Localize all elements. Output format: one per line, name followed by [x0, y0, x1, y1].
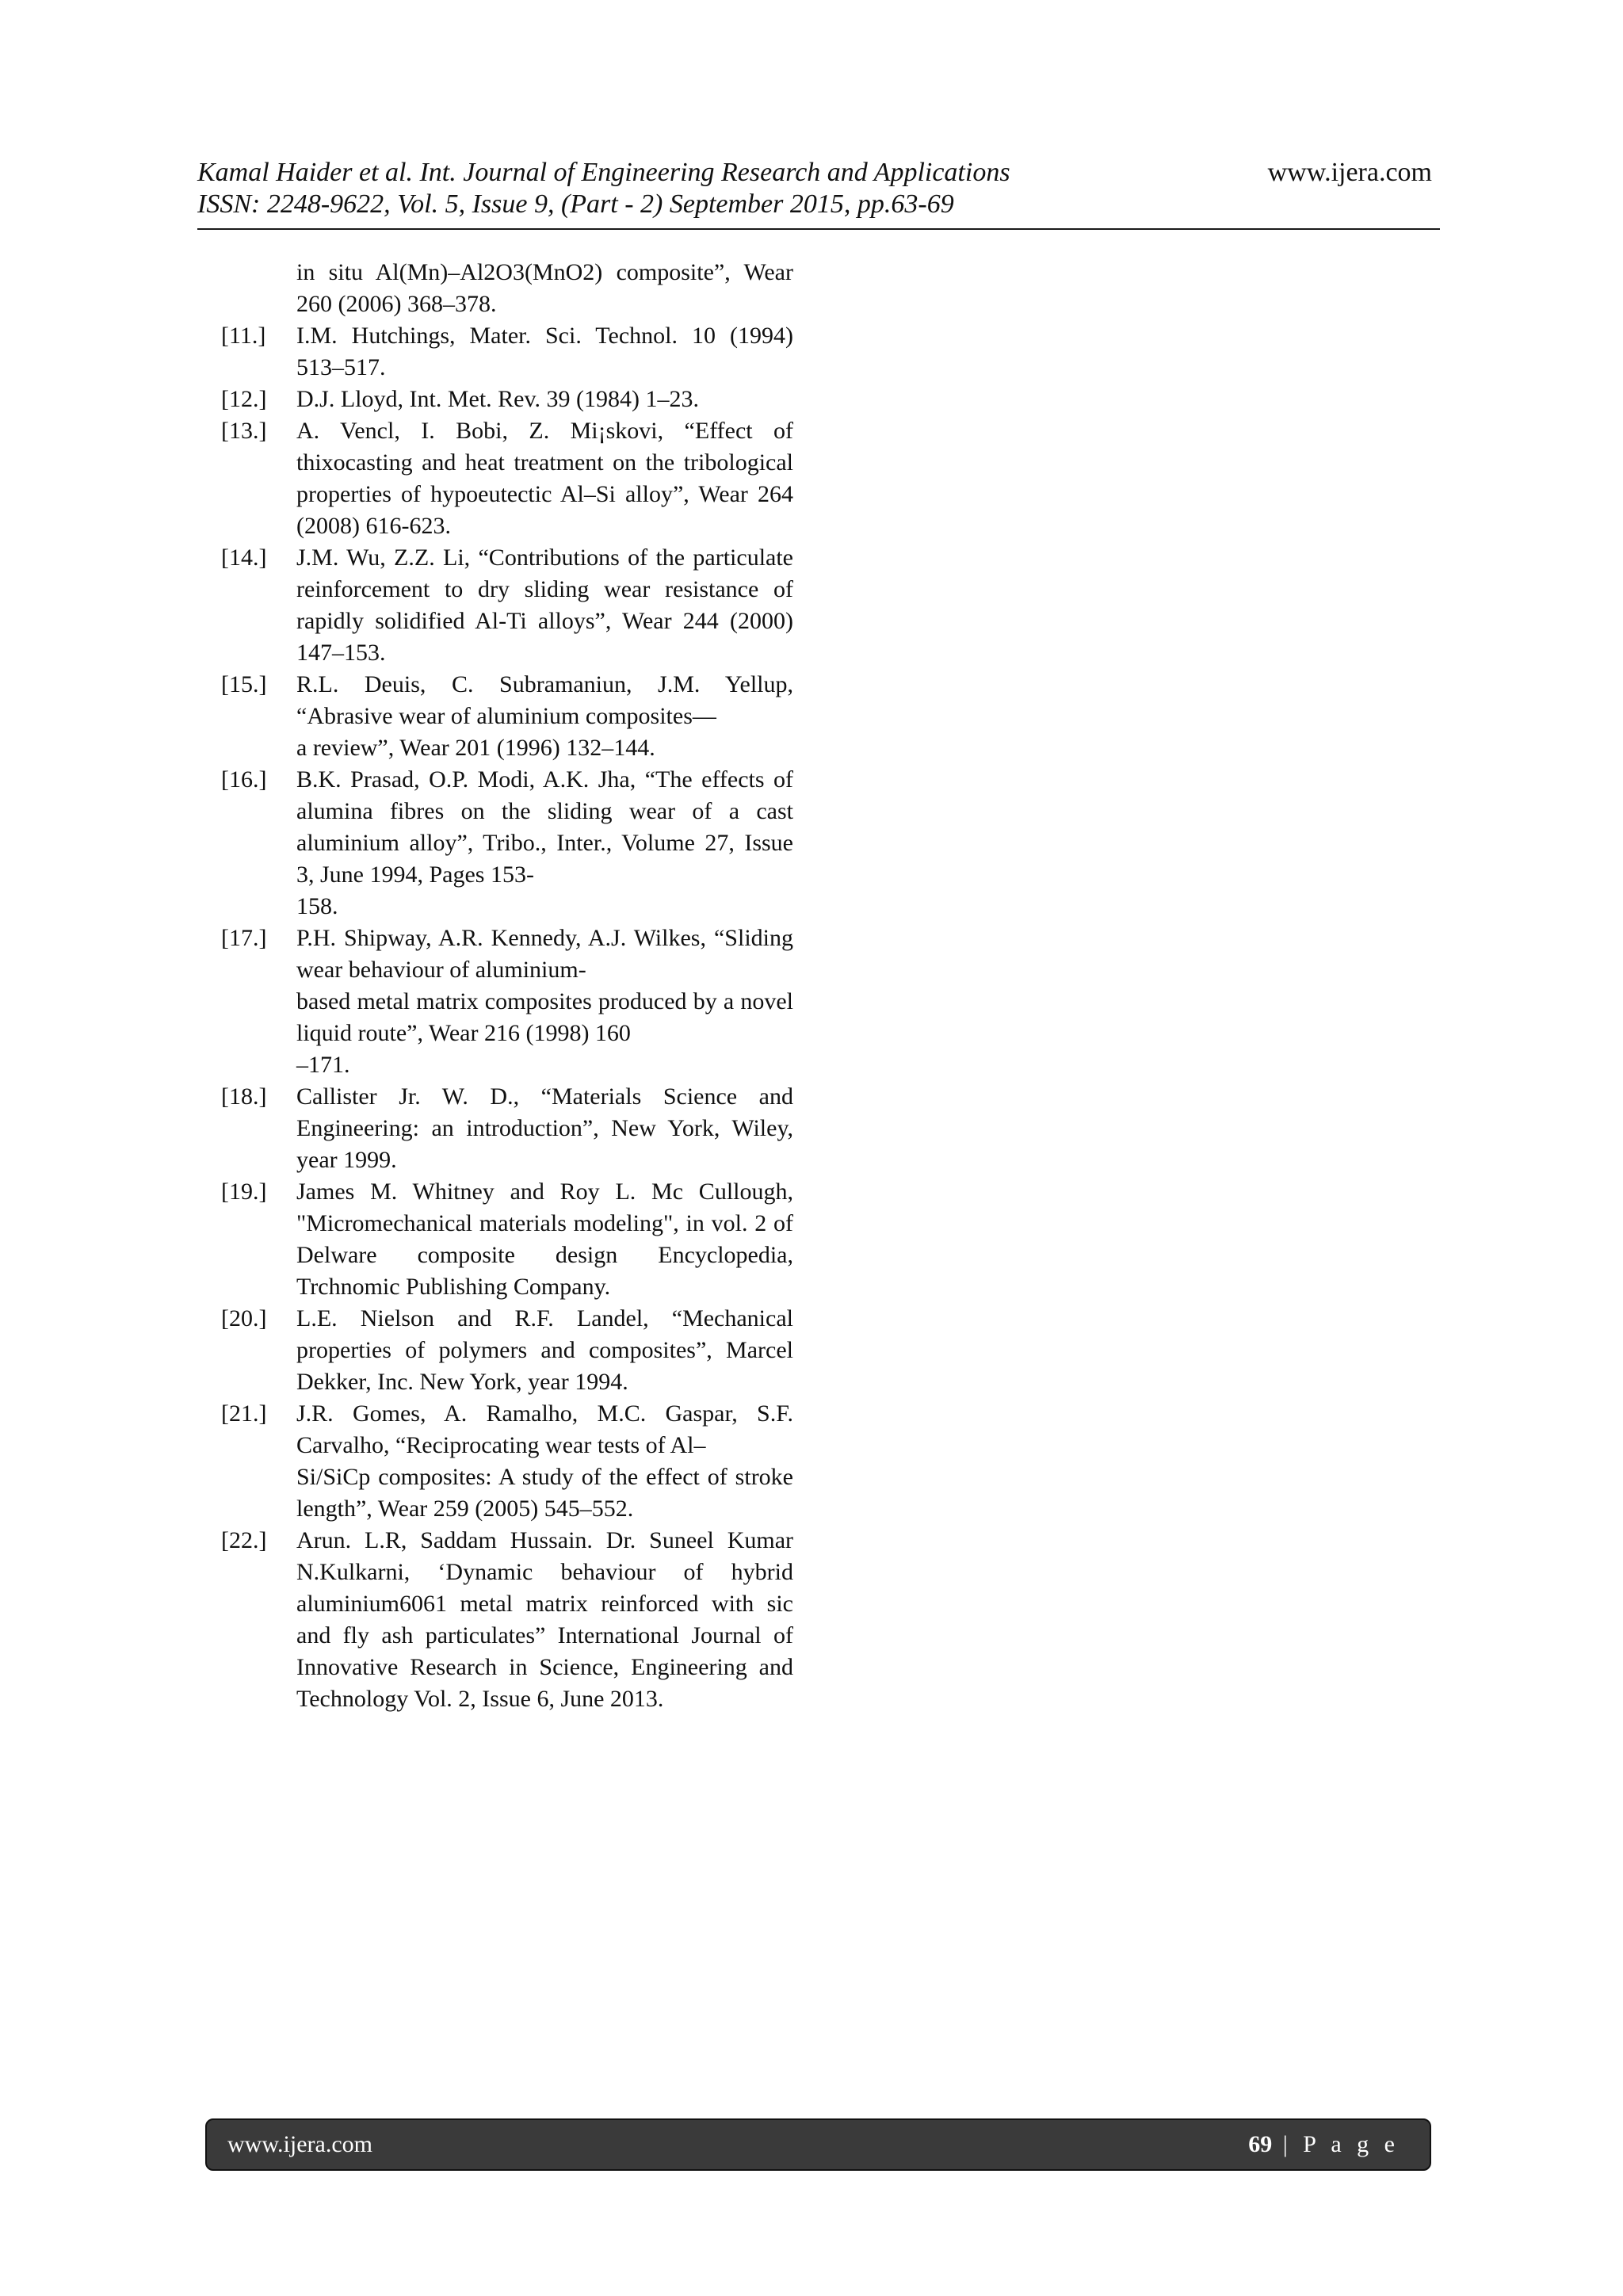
reference-text: I.M. Hutchings, Mater. Sci. Technol. 10 (1994) 513–517.	[296, 323, 793, 380]
reference-text: D.J. Lloyd, Int. Met. Rev. 39 (1984) 1–23.	[296, 386, 700, 412]
running-header	[197, 152, 1440, 230]
reference-number: [15.]	[221, 671, 267, 697]
reference-number: [18.]	[221, 1083, 267, 1110]
reference-text: J.M. Wu, Z.Z. Li, “Contributions of the particulate reinforcement to dry sliding wear resistance of rapidly solidified Al-Ti alloys”, Wear 244 (2000) 147–153.	[296, 544, 793, 666]
reference-number: [14.]	[221, 544, 267, 571]
header-website-link[interactable]: www.ijera.com	[1267, 158, 1432, 187]
reference-list	[221, 257, 793, 1715]
footer-website-link[interactable]: www.ijera.com	[227, 2131, 372, 2157]
reference-item	[221, 384, 793, 415]
reference-text: Callister Jr. W. D., “Materials Science and Engineering: an introduction”, New York, Wiley, year 1999.	[296, 1083, 793, 1173]
reference-text: Arun. L.R, Saddam Hussain. Dr. Suneel Kumar N.Kulkarni, ‘Dynamic behaviour of hybrid aluminium6061 metal matrix reinforced with sic and fly ash particulates” International Journal of Innovative Research in Science, Engineering and Technology Vol. 2, Issue 6, June 2013.	[296, 1527, 793, 1712]
reference-number: [13.]	[221, 418, 267, 444]
reference-item	[221, 923, 793, 1081]
reference-text: in situ Al(Mn)–Al2O3(MnO2) composite”, Wear 260 (2006) 368–378.	[296, 259, 793, 317]
reference-text: J.R. Gomes, A. Ramalho, M.C. Gaspar, S.F. Carvalho, “Reciprocating wear tests of Al– Si/SiCp composites: A study of the effect of stroke length”, Wear 259 (2005) 545–552.	[296, 1400, 793, 1522]
reference-item	[221, 1525, 793, 1715]
reference-number: [12.]	[221, 386, 267, 412]
reference-item	[221, 415, 793, 542]
reference-item	[221, 320, 793, 384]
issn-line: ISSN: 2248-9622, Vol. 5, Issue 9, (Part - 2) September 2015, pp.63-69	[197, 189, 954, 219]
page-footer	[205, 2118, 1431, 2171]
reference-text: A. Vencl, I. Bobi, Z. Mi¡skovi, “Effect of thixocasting and heat treatment on the tribological properties of hypoeutectic Al–Si alloy”, Wear 264 (2008) 616-623.	[296, 418, 793, 539]
journal-title-line: Kamal Haider et al. Int. Journal of Engineering Research and Applications	[197, 158, 1010, 187]
page-indicator	[1248, 2120, 1400, 2169]
reference-item	[221, 764, 793, 923]
reference-text: R.L. Deuis, C. Subramaniun, J.M. Yellup, “Abrasive wear of aluminium composites— a review”, Wear 201 (1996) 132–144.	[296, 671, 793, 761]
reference-number: [21.]	[221, 1400, 267, 1427]
reference-item	[221, 542, 793, 669]
page-label: | P a g e	[1272, 2131, 1400, 2157]
page-number: 69	[1248, 2131, 1273, 2157]
reference-number: [19.]	[221, 1179, 267, 1205]
reference-number: [11.]	[221, 323, 266, 349]
reference-item	[221, 669, 793, 764]
reference-text: L.E. Nielson and R.F. Landel, “Mechanical properties of polymers and composites”, Marcel Dekker, Inc. New York, year 1994.	[296, 1305, 793, 1395]
reference-item	[221, 1176, 793, 1303]
reference-text: P.H. Shipway, A.R. Kennedy, A.J. Wilkes, “Sliding wear behaviour of aluminium- based metal matrix composites produced by a novel liquid route”, Wear 216 (1998) 160 –171.	[296, 925, 793, 1078]
reference-number: [16.]	[221, 766, 267, 793]
reference-number: [17.]	[221, 925, 267, 951]
reference-item	[221, 1081, 793, 1176]
reference-text: James M. Whitney and Roy L. Mc Cullough, "Micromechanical materials modeling", in vol. 2 of Delware composite design Encyclopedia, Trchnomic Publishing Company.	[296, 1179, 793, 1300]
reference-item	[221, 1398, 793, 1525]
reference-number: [20.]	[221, 1305, 267, 1331]
reference-item	[221, 257, 793, 320]
reference-item	[221, 1303, 793, 1398]
reference-text: B.K. Prasad, O.P. Modi, A.K. Jha, “The effects of alumina fibres on the sliding wear of a cast aluminium alloy”, Tribo., Inter., Volume 27, Issue 3, June 1994, Pages 153- 158.	[296, 766, 793, 919]
reference-number: [22.]	[221, 1527, 267, 1553]
